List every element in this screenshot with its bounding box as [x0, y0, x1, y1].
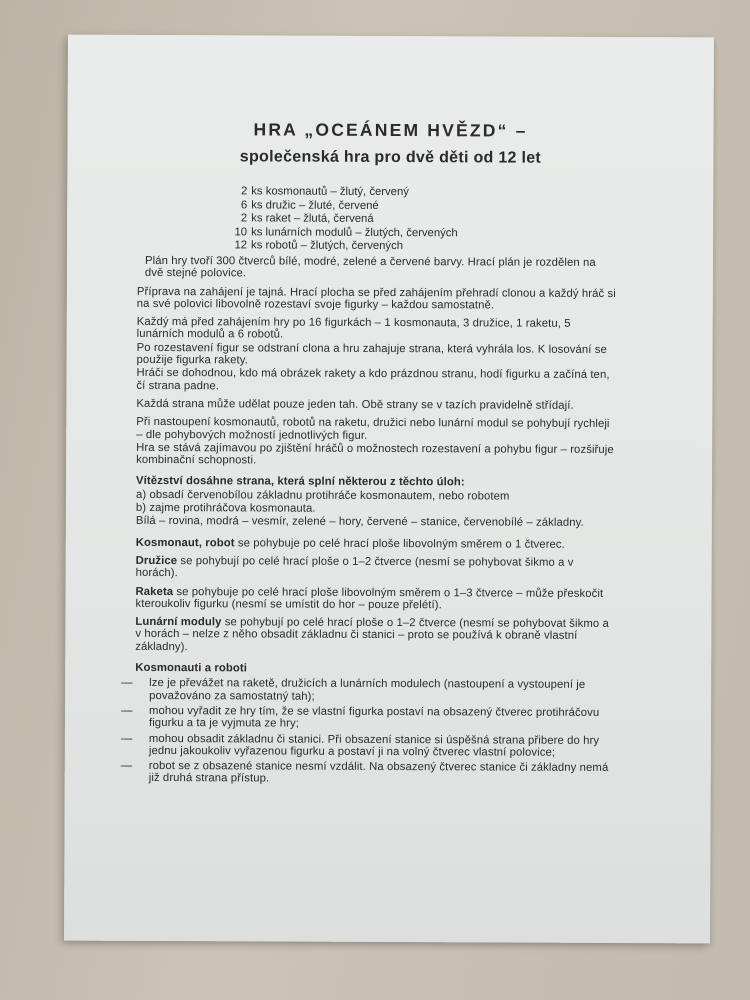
list-item: — mohou obsadit základnu či stanici. Při obsazení stanice si úspěšná strana přibere do hry jednu jakoukoliv vyřazenou figurku a postaví ji na volný čtverec vlastní polovice; — [120, 732, 600, 759]
rules-body — [120, 254, 617, 788]
dash-marker: — — [120, 732, 133, 745]
paragraph-interest: Hra se stává zajímavou po zjištění hráčů o možnostech rozestavení a pohybu figur – rozšiřuje kombinační schopnosti. — [136, 441, 614, 467]
list-item: — lze je převážet na raketě, družicích a lunárních modulech (nastoupení a vystoupení je považováno za samostatný tah); — [121, 677, 586, 703]
inventory-list — [227, 185, 458, 254]
rule-rocket: Raketa se pohybuje po celé hrací ploše libovolným směrem o 1–3 čtverce – může přeskočit kteroukoliv figurku (nesmí se umístit do hor – pouze přelétí). — [135, 585, 604, 612]
rule-lunar-modules: Lunární moduly se pohybují po celé hrací ploše o 1–2 čtverce (nesmí se pohybovat šikmo a v horách – nelze z něho obsadit základnu či stanici – proto se používá k obraně vlastní základny). — [135, 616, 609, 653]
victory-condition-a: a) obsadí červenobílou základnu protihráče kosmonautem, nebo robotem — [135, 488, 510, 503]
inventory-item: 12 ks robotů – žlutých, červených — [234, 239, 404, 253]
victory-condition-b: b) zajme protihráčova kosmonauta. — [135, 501, 316, 515]
dash-marker: — — [120, 759, 133, 772]
inventory-item: 2 ks kosmonautů – žlutý, červený — [240, 185, 409, 199]
paragraph-board: Plán hry tvoří 300 čtverců bílé, modré, zelené a červené barvy. Hrací plán je rozdělen na dvě stejné polovice. — [144, 254, 596, 280]
inventory-item: 10 ks lunárních modulů – žlutých, červených — [234, 225, 458, 239]
page-title: HRA „OCEÁNEM HVĚZD“ – — [253, 119, 528, 141]
paragraph-toss: Hráči se dohodnou, kdo má obrázek rakety a kdo prázdnou stranu, hodí figurku a začíná ten, čí strana padne. — [136, 367, 610, 392]
inventory-item: 6 ks družic – žluté, červené — [240, 198, 379, 212]
rules-sheet — [64, 35, 714, 944]
inventory-item: 2 ks raket – žlutá, červená — [240, 212, 374, 225]
paragraph-turns: Každá strana může udělat pouze jeden tah. Obě strany se v tazích pravidelně střídají. — [136, 397, 574, 412]
cosmonauts-heading: Kosmonauti a roboti — [135, 661, 247, 675]
paragraph-pieces: Každý má před zahájením hry po 16 figurkách – 1 kosmonauta, 3 družice, 1 raketu, 5 lunárních modulů a 6 robotů. — [136, 316, 571, 342]
paragraph-start: Po rozestavení figur se odstraní clona a hru zahajuje strana, která vyhrála los. K losování se použije figurka rakety. — [136, 341, 607, 367]
rule-satellites: Družice se pohybují po celé hrací ploše o 1–2 čtverce (nesmí se pohybovat šikmo a v horách). — [135, 554, 574, 580]
cosmonauts-list — [120, 677, 615, 786]
victory-heading: Vítězství dosáhne strana, která splní některou z těchto úloh: — [136, 475, 465, 489]
color-legend-text: Bílá – rovina, modrá – vesmír, zelené – hory, červené – stanice, červenobílé – základny. — [135, 515, 584, 530]
list-item: — mohou vyřadit ze hry tím, že se vlastní figurka postaví na obsazený čtverec protihráčovu figurku a ta je vyjmuta ze hry; — [121, 704, 600, 730]
page-subtitle: společenská hra pro dvě děti od 12 let — [239, 148, 542, 167]
paragraph-boarding: Při nastoupení kosmonautů, robotů na raketu, družici nebo lunární modul se pohybují rychleji – dle pohybových možností jednotlivých figur. — [136, 416, 610, 442]
dash-marker: — — [121, 677, 133, 690]
paragraph-preparation: Příprava na zahájení je tajná. Hrací plocha se před zahájením přehradí clonou a každý hráč si na své polovici libovolně rozestaví svoje figurky – každou samostatně. — [136, 285, 616, 312]
rule-cosmonaut-robot: Kosmonaut, robot se pohybuje po celé hrací ploše libovolným směrem o 1 čtverec. — [135, 536, 565, 551]
list-item: — robot se z obsazené stanice nesmí vzdálit. Na obsazený čtverec stanice či základny nemá již druhá strana přístup. — [120, 759, 609, 785]
dash-marker: — — [121, 704, 133, 717]
